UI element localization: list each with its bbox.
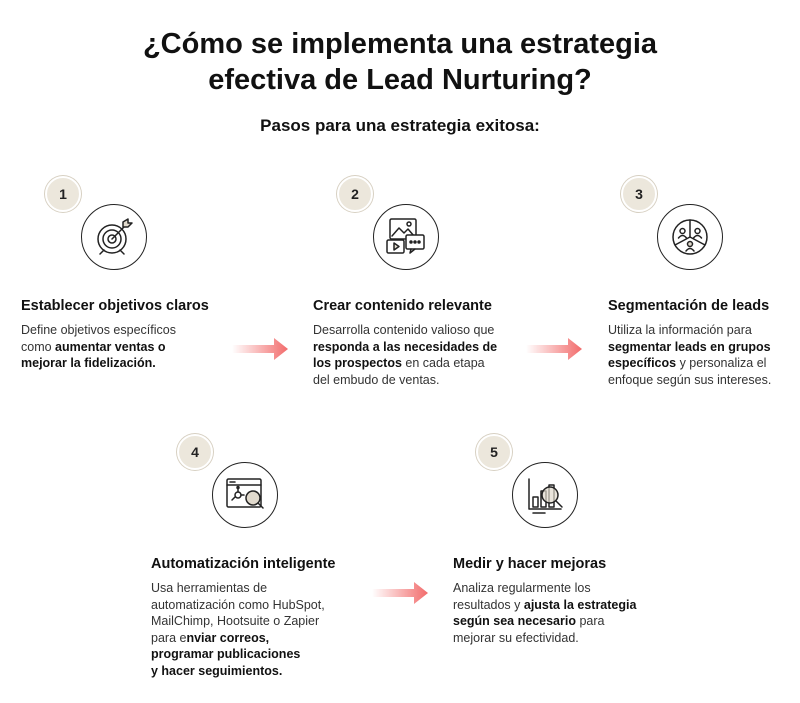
step-number-badge: 4 [177,434,213,470]
step-description: Desarrolla contenido valioso que responda a las necesidades de los prospectos en cada etapa del embudo de ventas. [313,323,498,387]
analytics-chart-icon [512,462,578,528]
page-subtitle: Pasos para una estrategia exitosa: [260,116,540,135]
arrow-right-icon [232,336,290,362]
step-number-badge: 2 [337,176,373,212]
step-title: Automatización inteligente [151,556,336,572]
step-description: Define objetivos específicos como aumentar ventas o mejorar la fidelización. [21,323,176,370]
step-title: Segmentación de leads [608,298,770,314]
step-description: Utiliza la información para segmentar leads en grupos específicos y personaliza el enfoque según sus intereses. [608,323,772,387]
target-icon [81,204,147,270]
arrow-right-icon [526,336,584,362]
title-line-2: efectiva de Lead Nurturing? [208,64,592,96]
title-line-1: ¿Cómo se implementa una estrategia [142,28,658,60]
automation-hubspot-icon [212,462,278,528]
step-title: Crear contenido relevante [313,298,492,314]
step-description: Usa herramientas de automatización como HubSpot, MailChimp, Hootsuite o Zapier para enviar correos, programar publicaciones y hacer seguimientos. [151,581,325,678]
segmentation-pie-icon [657,204,723,270]
content-media-icon [373,204,439,270]
step-number-badge: 3 [621,176,657,212]
step-number-badge: 1 [45,176,81,212]
page-title [0,26,800,98]
step-description: Analiza regularmente los resultados y ajusta la estrategia según sea necesario para mejorar su efectividad. [453,581,637,645]
arrow-right-icon [372,580,430,606]
step-number-badge: 5 [476,434,512,470]
step-title: Establecer objetivos claros [21,298,209,314]
step-title: Medir y hacer mejoras [453,556,607,572]
